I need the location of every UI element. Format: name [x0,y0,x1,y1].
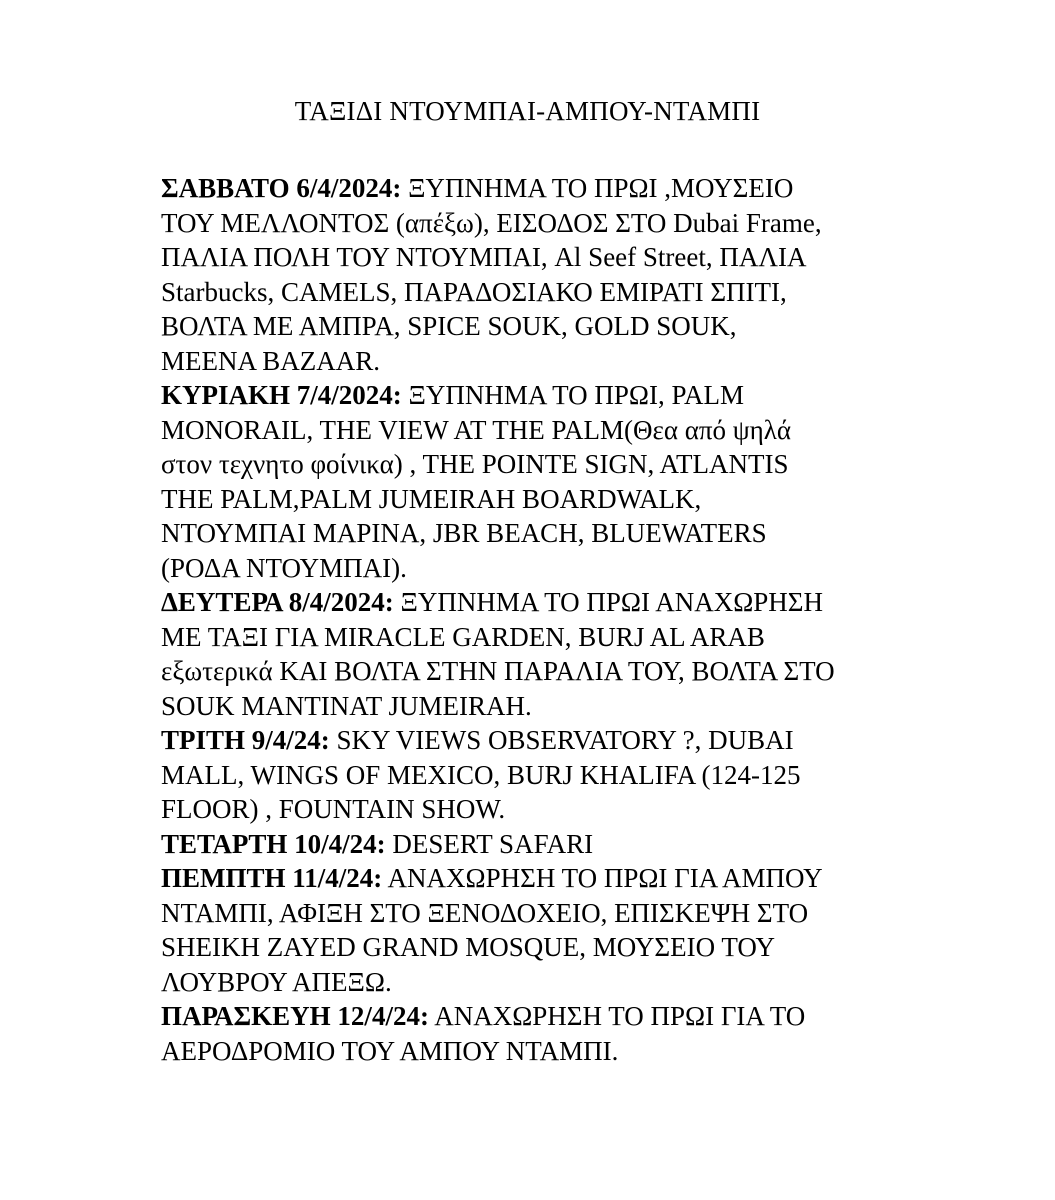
entry-text-line: ΞΥΠΝΗΜΑ ΤΟ ΠΡΩΙ ,ΜΟΥΣΕΙΟ [401,173,794,203]
itinerary-entry [161,999,921,1068]
entry-text-line: SKY VIEWS OBSERVATORY ?, DUBAI [329,725,794,755]
document-title: ΤΑΞΙΔΙ ΝΤΟΥΜΠΑΙ-ΑΜΠΟΥ-ΝΤΑΜΠΙ [294,96,761,126]
entry-text-line: εξωτερικά ΚΑΙ ΒΟΛΤΑ ΣΤΗΝ ΠΑΡΑΛΙΑ ΤΟΥ, ΒΟΛΤΑ ΣΤΟ [161,656,835,686]
itinerary-entry [161,827,921,862]
entry-text-line: SOUK MANTINAT JUMEIRAH. [161,690,532,721]
entry-text-line: ΒΟΛΤΑ ΜΕ ΑΜΠΡΑ, SPICE SOUK, GOLD SOUK, [161,311,737,341]
entry-text-line: ΞΥΠΝΗΜΑ ΤΟ ΠΡΩΙ, PALM [401,380,744,410]
entry-text-line: FLOOR) , FOUNTAIN SHOW. [161,794,506,824]
entry-text-line: ΛΟΥΒΡΟΥ ΑΠΕΞΩ. [161,966,392,997]
entry-text-line: Starbucks, CAMELS, ΠΑΡΑΔΟΣΙΑΚΟ ΕΜΙΡΑΤΙ ΣΠΙΤΙ, [161,276,787,307]
entry-day-label: ΤΕΤΑΡΤΗ 10/4/24: [161,828,386,859]
entry-text-line: ΜΕ ΤΑΞΙ ΓΙΑ MIRACLE GARDEN, BURJ AL ARAB [161,621,765,652]
itinerary-entry [161,378,921,585]
entry-text-line: ΑΝΑΧΩΡΗΣΗ ΤΟ ΠΡΩΙ ΓΙΑ ΑΜΠΟΥ [382,863,823,893]
itinerary-entry [161,861,921,999]
entry-day-label: ΠΑΡΑΣΚΕΥΗ 12/4/24: [161,1001,429,1031]
entry-text-line: ΑΝΑΧΩΡΗΣΗ ΤΟ ΠΡΩΙ ΓΙΑ ΤΟ [428,1001,806,1031]
entry-text-line: στον τεχνητο φοίνικα) , THE POINTE SIGN, ATLANTIS [161,449,789,479]
entry-text-line: ΝΤΟΥΜΠΑΙ ΜΑΡΙΝΑ, JBR BEACH, BLUEWATERS [161,518,767,548]
entry-text-line: ΞΥΠΝΗΜΑ ΤΟ ΠΡΩΙ ΑΝΑΧΩΡΗΣΗ [393,587,823,617]
entry-day-label: ΠΕΜΠΤΗ 11/4/24: [161,863,383,893]
itinerary-body [161,171,921,1068]
entry-text-line: MEENA BAZAAR. [161,345,381,376]
entry-text-line: THE PALM,PALM JUMEIRAH BOARDWALK, [161,483,702,514]
entry-day-label: ΣΑΒΒΑΤΟ 6/4/2024: [161,173,402,203]
entry-text-line: MALL, WINGS OF MEXICO, BURJ KHALIFA (124-125 [161,759,801,790]
entry-text-line: ΤΟΥ ΜΕΛΛΟΝΤΟΣ (απέξω), ΕΙΣΟΔΟΣ ΣΤΟ Dubai Frame, [161,207,822,238]
itinerary-entry [161,171,921,378]
entry-text-line: ΑΕΡΟΔΡΟΜΙΟ ΤΟΥ ΑΜΠΟΥ ΝΤΑΜΠΙ. [161,1035,619,1066]
entry-text-line: ΠΑΛΙΑ ΠΟΛΗ ΤΟΥ ΝΤΟΥΜΠΑΙ, Al Seef Street, ΠΑΛΙΑ [161,242,807,272]
entry-day-label: ΚΥΡΙΑΚΗ 7/4/2024: [161,380,402,410]
itinerary-entry [161,723,921,827]
entry-text-line: DESERT SAFARI [385,828,594,859]
entry-day-label: ΤΡΙΤΗ 9/4/24: [161,725,330,755]
entry-text-line: (ΡΟΔΑ ΝΤΟΥΜΠΑΙ). [161,552,407,583]
entry-day-label: ΔΕΥΤΕΡΑ 8/4/2024: [161,587,394,617]
entry-text-line: SHEIKH ZAYED GRAND MOSQUE, ΜΟΥΣΕΙΟ ΤΟΥ [161,932,776,962]
entry-text-line: MONORAIL, THE VIEW AT THE PALM(Θεα από ψηλά [161,414,792,445]
itinerary-entry [161,585,921,723]
entry-text-line: ΝΤΑΜΠΙ, ΑΦΙΞΗ ΣΤΟ ΞΕΝΟΔΟΧΕΙΟ, ΕΠΙΣΚΕΨΗ ΣΤΟ [161,897,809,928]
